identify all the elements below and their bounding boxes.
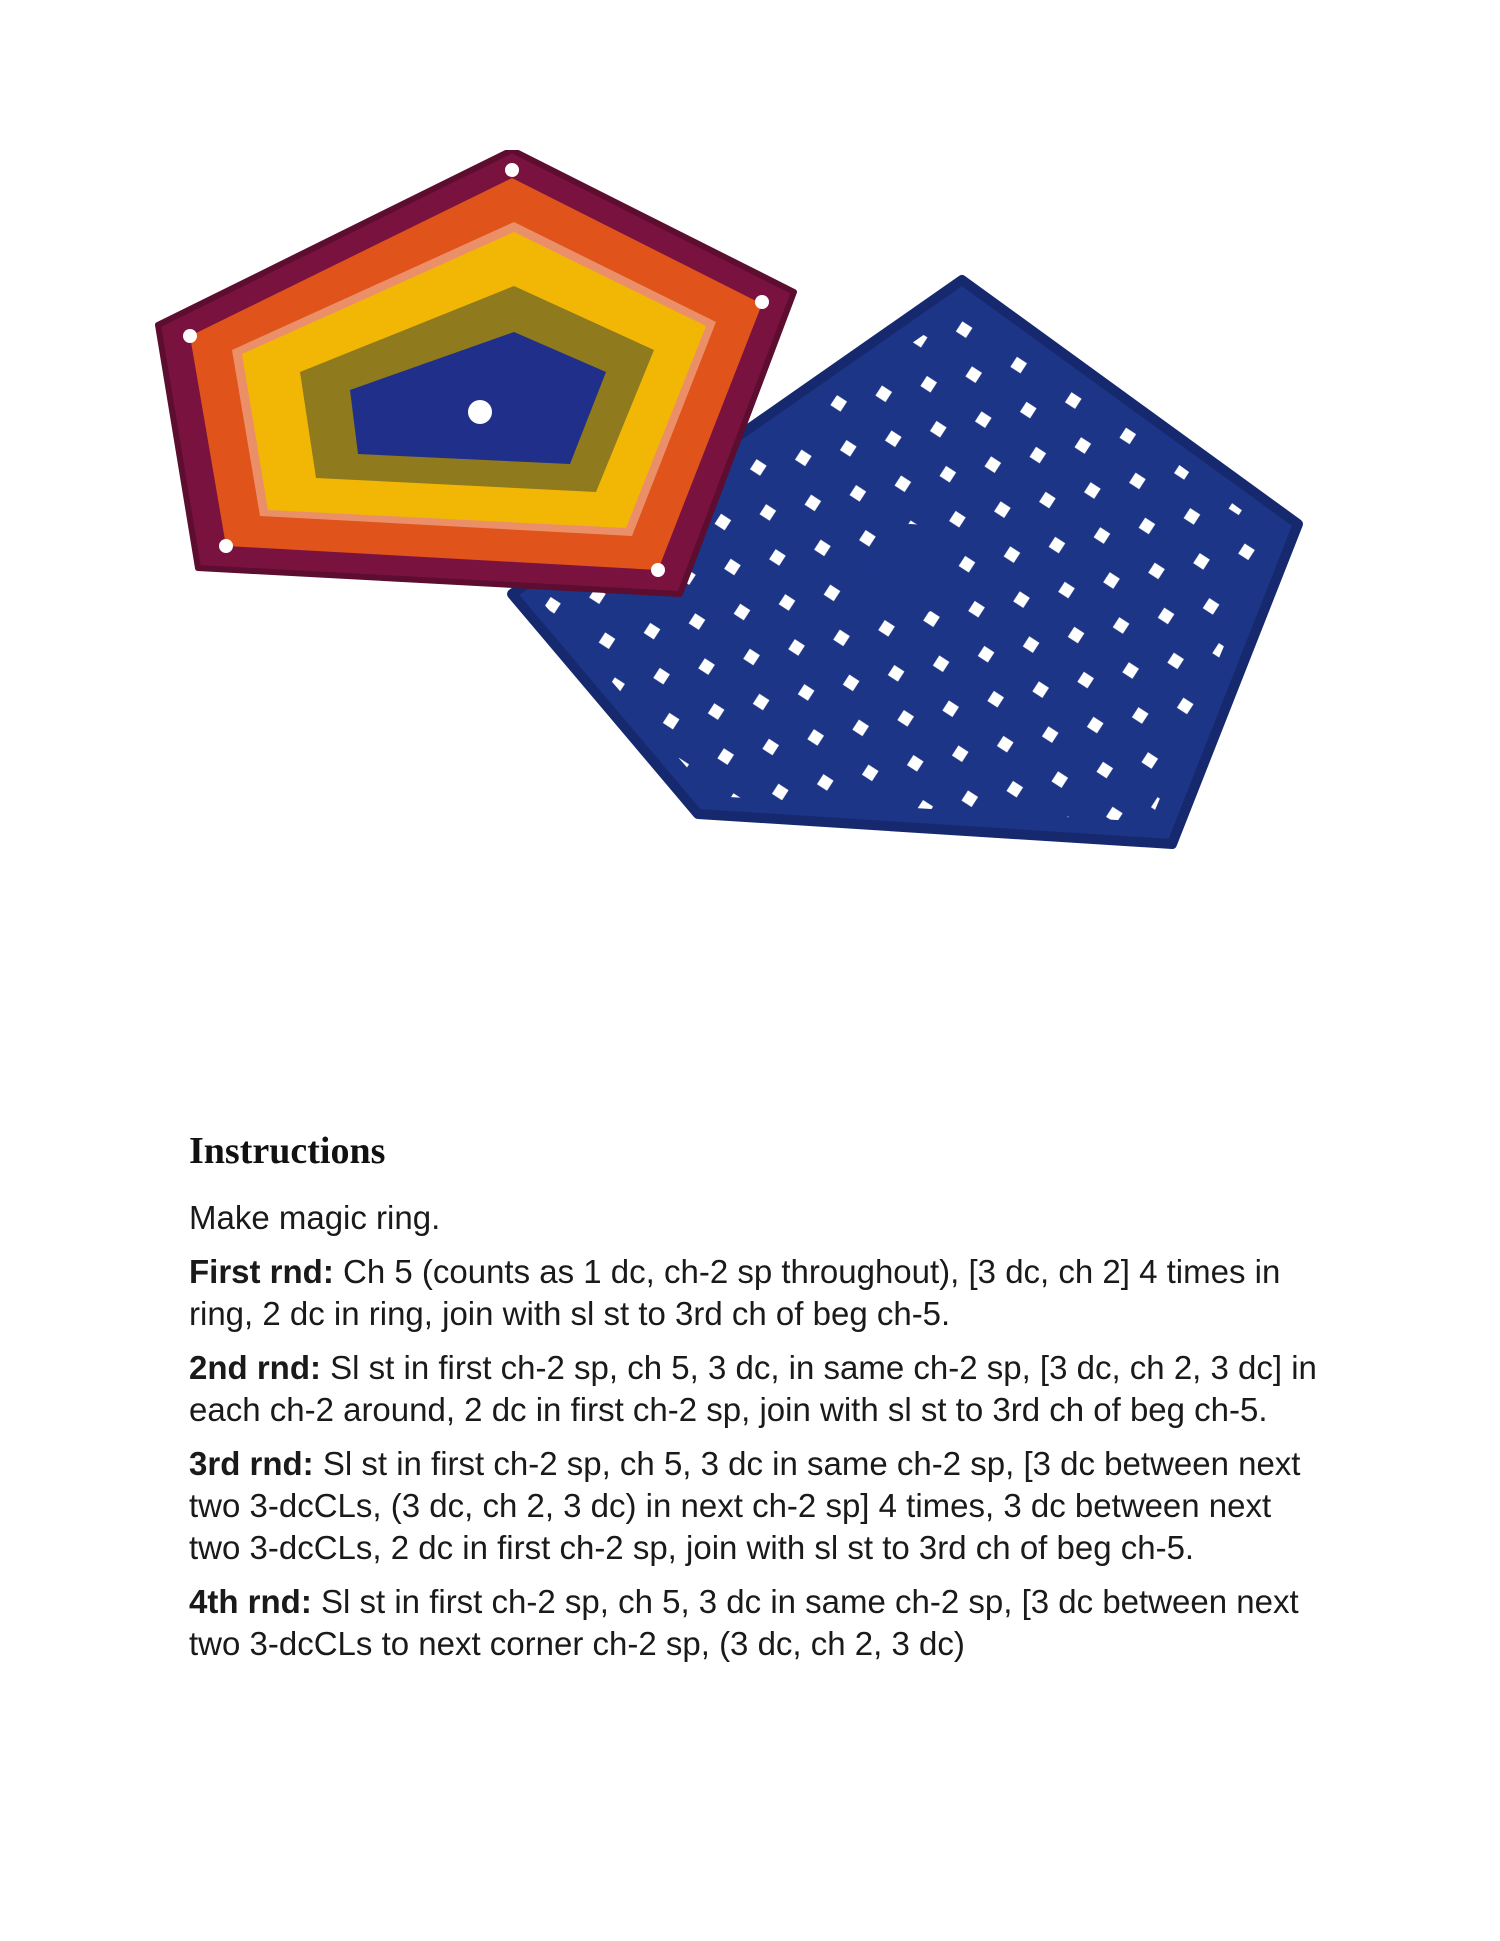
instructions-section [189, 1125, 1329, 1677]
round-text: Sl st in first ch-2 sp, ch 5, 3 dc, in same ch-2 sp, [3 dc, ch 2, 3 dc] in each ch-2 around, 2 dc in first ch-2 sp, join with sl st to 3rd ch of beg ch-5. [189, 1349, 1317, 1428]
round-label: 2nd rnd: [189, 1349, 321, 1386]
round-text: Ch 5 (counts as 1 dc, ch-2 sp throughout), [3 dc, ch 2] 4 times in ring, 2 dc in ring, join with sl st to 3rd ch of beg ch-5. [189, 1253, 1281, 1332]
round-2 [189, 1347, 1329, 1431]
round-label: 3rd rnd: [189, 1445, 314, 1482]
round-text: Sl st in first ch-2 sp, ch 5, 3 dc in same ch-2 sp, [3 dc between next two 3-dcCLs to next corner ch-2 sp, (3 dc, ch 2, 3 dc) [189, 1583, 1299, 1662]
crochet-pentagons-photo [150, 150, 1350, 1100]
round-1 [189, 1251, 1329, 1335]
instructions-heading: Instructions [189, 1130, 386, 1172]
round-text: Sl st in first ch-2 sp, ch 5, 3 dc in same ch-2 sp, [3 dc between next two 3-dcCLs, (3 dc, ch 2, 3 dc) in next ch-2 sp] 4 times, 3 dc between next two 3-dcCLs, 2 dc in first ch-2 sp, join with sl st to 3rd ch of beg ch-5. [189, 1445, 1301, 1566]
round-label: 4th rnd: [189, 1583, 312, 1620]
round-4 [189, 1581, 1329, 1665]
round-label: First rnd: [189, 1253, 334, 1290]
granny-pentagon-multicolor [158, 150, 794, 594]
intro-text: Make magic ring. [189, 1199, 441, 1236]
round-3 [189, 1443, 1329, 1569]
